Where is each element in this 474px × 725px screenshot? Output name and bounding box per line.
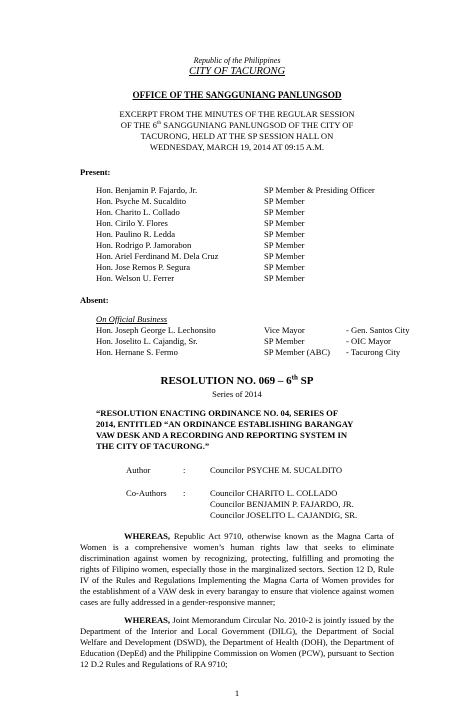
resolution-caption-line: THE CITY OF TACURONG.” (96, 441, 210, 451)
absent-note: - OIC Mayor (346, 336, 391, 346)
coauthor-name: Councilor BENJAMIN P. FAJARDO, JR. (210, 499, 354, 509)
absent-heading: Absent: (80, 295, 109, 305)
author-value: Councilor PSYCHE M. SUCALDITO (210, 465, 343, 475)
present-name: Hon. Welson U. Ferrer (96, 273, 175, 283)
resolution-caption-line: “RESOLUTION ENACTING ORDINANCE NO. 04, SERIES OF (96, 408, 339, 418)
absent-note: - Tacurong City (346, 347, 401, 357)
office-title: OFFICE OF THE SANGGUNIANG PANLUNGSOD (132, 90, 342, 100)
present-role: SP Member (264, 229, 305, 239)
excerpt-line-1: EXCERPT FROM THE MINUTES OF THE REGULAR SESSION (119, 109, 355, 119)
page-number: 1 (234, 688, 240, 698)
whereas-paragraph: WHEREAS, Joint Memorandum Circular No. 2010-2 is jointly issued by the Department of the Interior and Local Government (DILG), the Department of Social Welfare and Development (DSWD), the Department of Health (DOH), the Department of Education (DepEd) and the Philippine Commission on Women (PCW), pursuant to Section 12 D.2 Rules and Regulations of RA 9710; (80, 615, 394, 669)
absent-name: Hon. Joseph George L. Lechonsito (96, 325, 216, 335)
official-business-subheading: On Official Business (96, 314, 168, 324)
present-name: Hon. Cirilo Y. Flores (96, 218, 168, 228)
excerpt-line-3: TACURONG, HELD AT THE SP SESSION HALL ON (140, 131, 334, 141)
present-name: Hon. Paulino R. Ledda (96, 229, 176, 239)
present-role: SP Member (264, 251, 305, 261)
excerpt-line-2: OF THE 6th SANGGUNIANG PANLUNGSOD OF THE CITY OF (120, 120, 354, 130)
absent-name: Hon. Hernane S. Fermo (96, 347, 178, 357)
resolution-title: RESOLUTION NO. 069 – 6th SP (160, 373, 314, 387)
coauthor-name: Councilor JOSELITO L. CAJANDIG, SR. (210, 510, 358, 520)
resolution-series: Series of 2014 (212, 389, 262, 399)
coauthor-name: Councilor CHARITO L. COLLADO (210, 488, 338, 498)
present-name: Hon. Ariel Ferdinand M. Dela Cruz (96, 251, 219, 261)
present-heading: Present: (80, 167, 111, 177)
present-role: SP Member (264, 207, 305, 217)
present-name: Hon. Psyche M. Sucaldito (96, 196, 186, 206)
resolution-caption-line: VAW DESK AND A RECORDING AND REPORTING SYSTEM IN (96, 430, 348, 440)
coauthors-colon: : (183, 488, 186, 498)
resolution-caption-line: 2014, ENTITLED “AN ORDINANCE ESTABLISHING BARANGAY (96, 419, 354, 429)
absent-role: SP Member (264, 336, 305, 346)
absent-note: - Gen. Santos City (346, 325, 410, 335)
present-name: Hon. Charito L. Collado (96, 207, 180, 217)
absent-name: Hon. Joselito L. Cajandig, Sr. (96, 336, 198, 346)
author-label: Author (126, 465, 151, 475)
absent-role: SP Member (ABC) (264, 347, 331, 357)
present-role: SP Member (264, 240, 305, 250)
present-role: SP Member (264, 273, 305, 283)
present-role: SP Member (264, 218, 305, 228)
republic-line: Republic of the Philippines (193, 56, 281, 65)
present-name: Hon. Rodrigo P. Jamorabon (96, 240, 192, 250)
author-colon: : (183, 465, 186, 475)
present-role: SP Member & Presiding Officer (264, 185, 375, 195)
city-name: CITY OF TACURONG (188, 66, 286, 77)
present-role: SP Member (264, 196, 305, 206)
present-name: Hon. Jose Remos P. Segura (96, 262, 191, 272)
coauthors-label: Co-Authors (126, 488, 167, 498)
present-role: SP Member (264, 262, 305, 272)
absent-role: Vice Mayor (264, 325, 305, 335)
excerpt-line-4: WEDNESDAY, MARCH 19, 2014 AT 09:15 A.M. (149, 142, 325, 152)
present-name: Hon. Benjamin P. Fajardo, Jr. (96, 185, 198, 195)
whereas-paragraph: WHEREAS, Republic Act 9710, otherwise known as the Magna Carta of Women is a comprehensive women’s human rights law that seeks to eliminate discrimination against women by recognizing, protecting, fulfilling and promoting the rights of Filipino women, especially those in the marginalized sectors. Section 12 D, Rule IV of the Rules and Regulations Implementing the Magna Carta of Women provides for the establishment of a VAW desk in every barangay to ensure that violence against women cases are fully addressed in a gender-responsive manner; (80, 531, 395, 607)
